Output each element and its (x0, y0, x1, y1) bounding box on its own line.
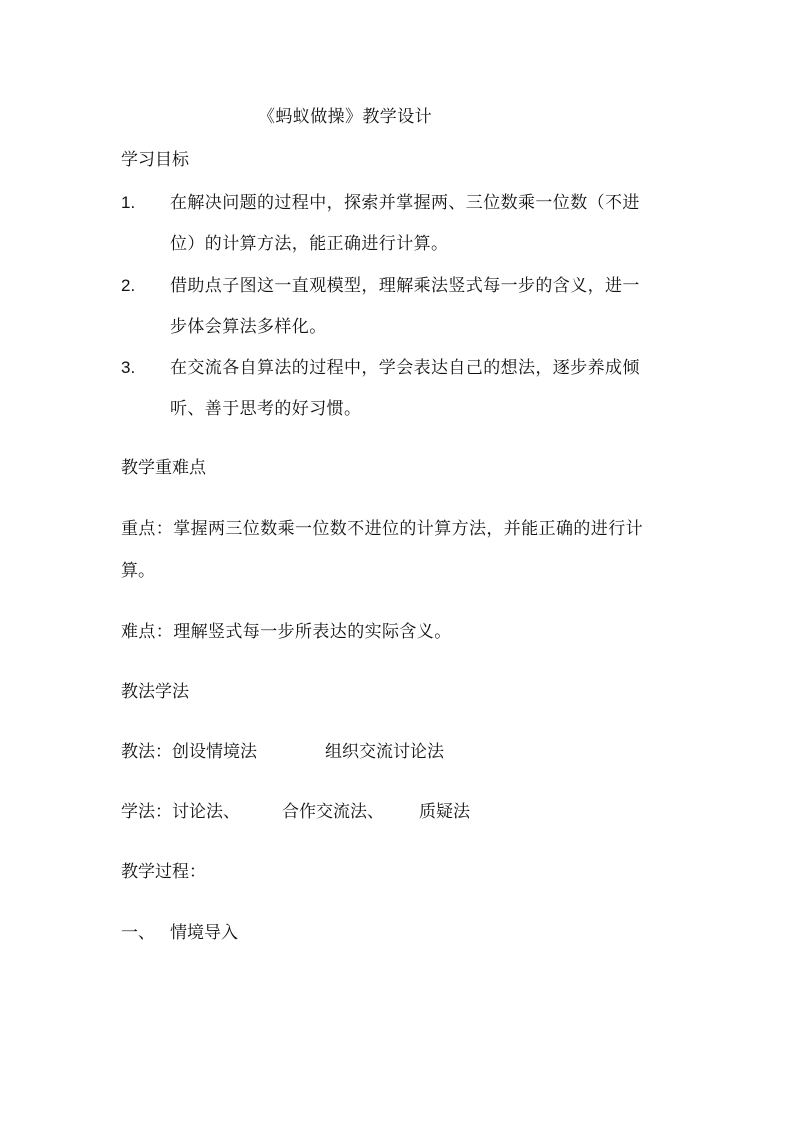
key-points-heading: 教学重难点 (121, 458, 206, 478)
objective-2-line1: 借助点子图这一直观模型，理解乘法竖式每一步的含义，进一 (170, 276, 640, 296)
document-title: 《蚂蚁做操》教学设计 (258, 107, 432, 127)
objective-1-number: 1. (121, 193, 136, 212)
objective-2-number: 2. (121, 276, 136, 295)
teaching-methods-label: 教法：创设情境法 (121, 742, 257, 762)
objective-3-number: 3. (121, 358, 136, 377)
learning-methods-third: 质疑法 (419, 802, 470, 822)
step-one-number: 一、 (121, 923, 155, 943)
objectives-heading: 学习目标 (121, 150, 189, 170)
key-point-line2: 算。 (121, 561, 155, 581)
teaching-methods-second: 组织交流讨论法 (325, 742, 444, 762)
difficulty-text: 难点：理解竖式每一步所表达的实际含义。 (121, 622, 452, 642)
learning-methods-label: 学法：讨论法、 (121, 802, 240, 822)
objective-2-line2: 步体会算法多样化。 (170, 317, 327, 337)
objective-1-line2: 位）的计算方法，能正确进行计算。 (170, 234, 449, 254)
objective-1-line1: 在解决问题的过程中，探索并掌握两、三位数乘一位数（不进 (170, 193, 640, 213)
step-one-label: 情境导入 (170, 923, 238, 943)
process-heading: 教学过程： (121, 862, 206, 882)
objective-3-line2: 听、善于思考的好习惯。 (170, 399, 362, 419)
methods-heading: 教法学法 (121, 682, 189, 702)
objective-3-line1: 在交流各自算法的过程中，学会表达自己的想法，逐步养成倾 (170, 358, 640, 378)
key-point-line1: 重点：掌握两三位数乘一位数不进位的计算方法，并能正确的进行计 (121, 519, 643, 539)
learning-methods-second: 合作交流法、 (282, 802, 384, 822)
